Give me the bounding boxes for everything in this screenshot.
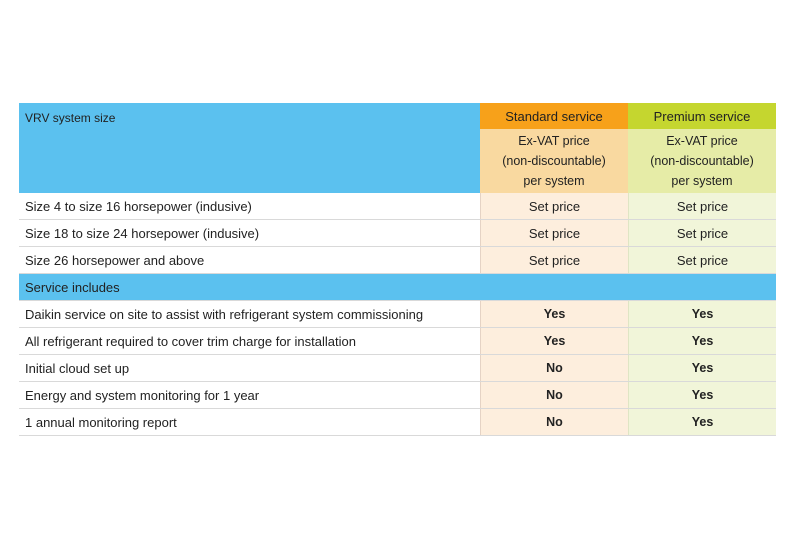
standard-service-subtitle	[480, 129, 628, 193]
standard-cell: No	[480, 355, 628, 381]
row-label: All refrigerant required to cover trim charge for installation	[25, 333, 356, 349]
premium-cell: Yes	[628, 328, 776, 354]
premium-cell: Set price	[628, 220, 776, 246]
standard-sub-line: Ex-VAT price	[518, 134, 590, 148]
premium-cell: Yes	[628, 301, 776, 327]
row-label: Daikin service on site to assist with refrigerant system commissioning	[25, 306, 424, 322]
service-pricing-table	[19, 103, 776, 436]
row-label: Size 18 to size 24 horsepower (indusive)	[25, 225, 260, 241]
standard-service-header	[480, 103, 628, 193]
table-row	[19, 220, 776, 247]
standard-cell: No	[480, 382, 628, 408]
table-row	[19, 301, 776, 328]
standard-cell: Set price	[480, 220, 628, 246]
table-header	[19, 103, 776, 193]
row-label: Size 26 horsepower and above	[25, 252, 205, 268]
row-label: 1 annual monitoring report	[25, 414, 177, 430]
premium-cell: Yes	[628, 382, 776, 408]
standard-service-title: Standard service	[480, 103, 628, 129]
table-row	[19, 409, 776, 436]
standard-cell: Yes	[480, 301, 628, 327]
standard-sub-line: (non-discountable)	[502, 154, 606, 168]
premium-cell: Set price	[628, 193, 776, 219]
premium-service-title: Premium service	[628, 103, 776, 129]
premium-service-header	[628, 103, 776, 193]
row-label: Initial cloud set up	[25, 360, 130, 376]
section-header-row	[19, 274, 776, 301]
table-row	[19, 328, 776, 355]
table-row	[19, 382, 776, 409]
premium-sub-line: Ex-VAT price	[666, 134, 738, 148]
standard-cell: Set price	[480, 193, 628, 219]
header-system-size-label: VRV system size	[19, 103, 480, 193]
premium-cell: Yes	[628, 355, 776, 381]
table-row	[19, 247, 776, 274]
standard-cell: No	[480, 409, 628, 435]
standard-cell: Set price	[480, 247, 628, 273]
row-label: Size 4 to size 16 horsepower (indusive)	[25, 198, 252, 214]
premium-sub-line: (non-discountable)	[650, 154, 754, 168]
table-row	[19, 193, 776, 220]
section-label: Service includes	[25, 279, 120, 295]
premium-service-subtitle	[628, 129, 776, 193]
premium-cell: Set price	[628, 247, 776, 273]
standard-cell: Yes	[480, 328, 628, 354]
premium-cell: Yes	[628, 409, 776, 435]
premium-sub-line: per system	[671, 174, 733, 188]
standard-sub-line: per system	[523, 174, 585, 188]
row-label: Energy and system monitoring for 1 year	[25, 387, 260, 403]
table-row	[19, 355, 776, 382]
